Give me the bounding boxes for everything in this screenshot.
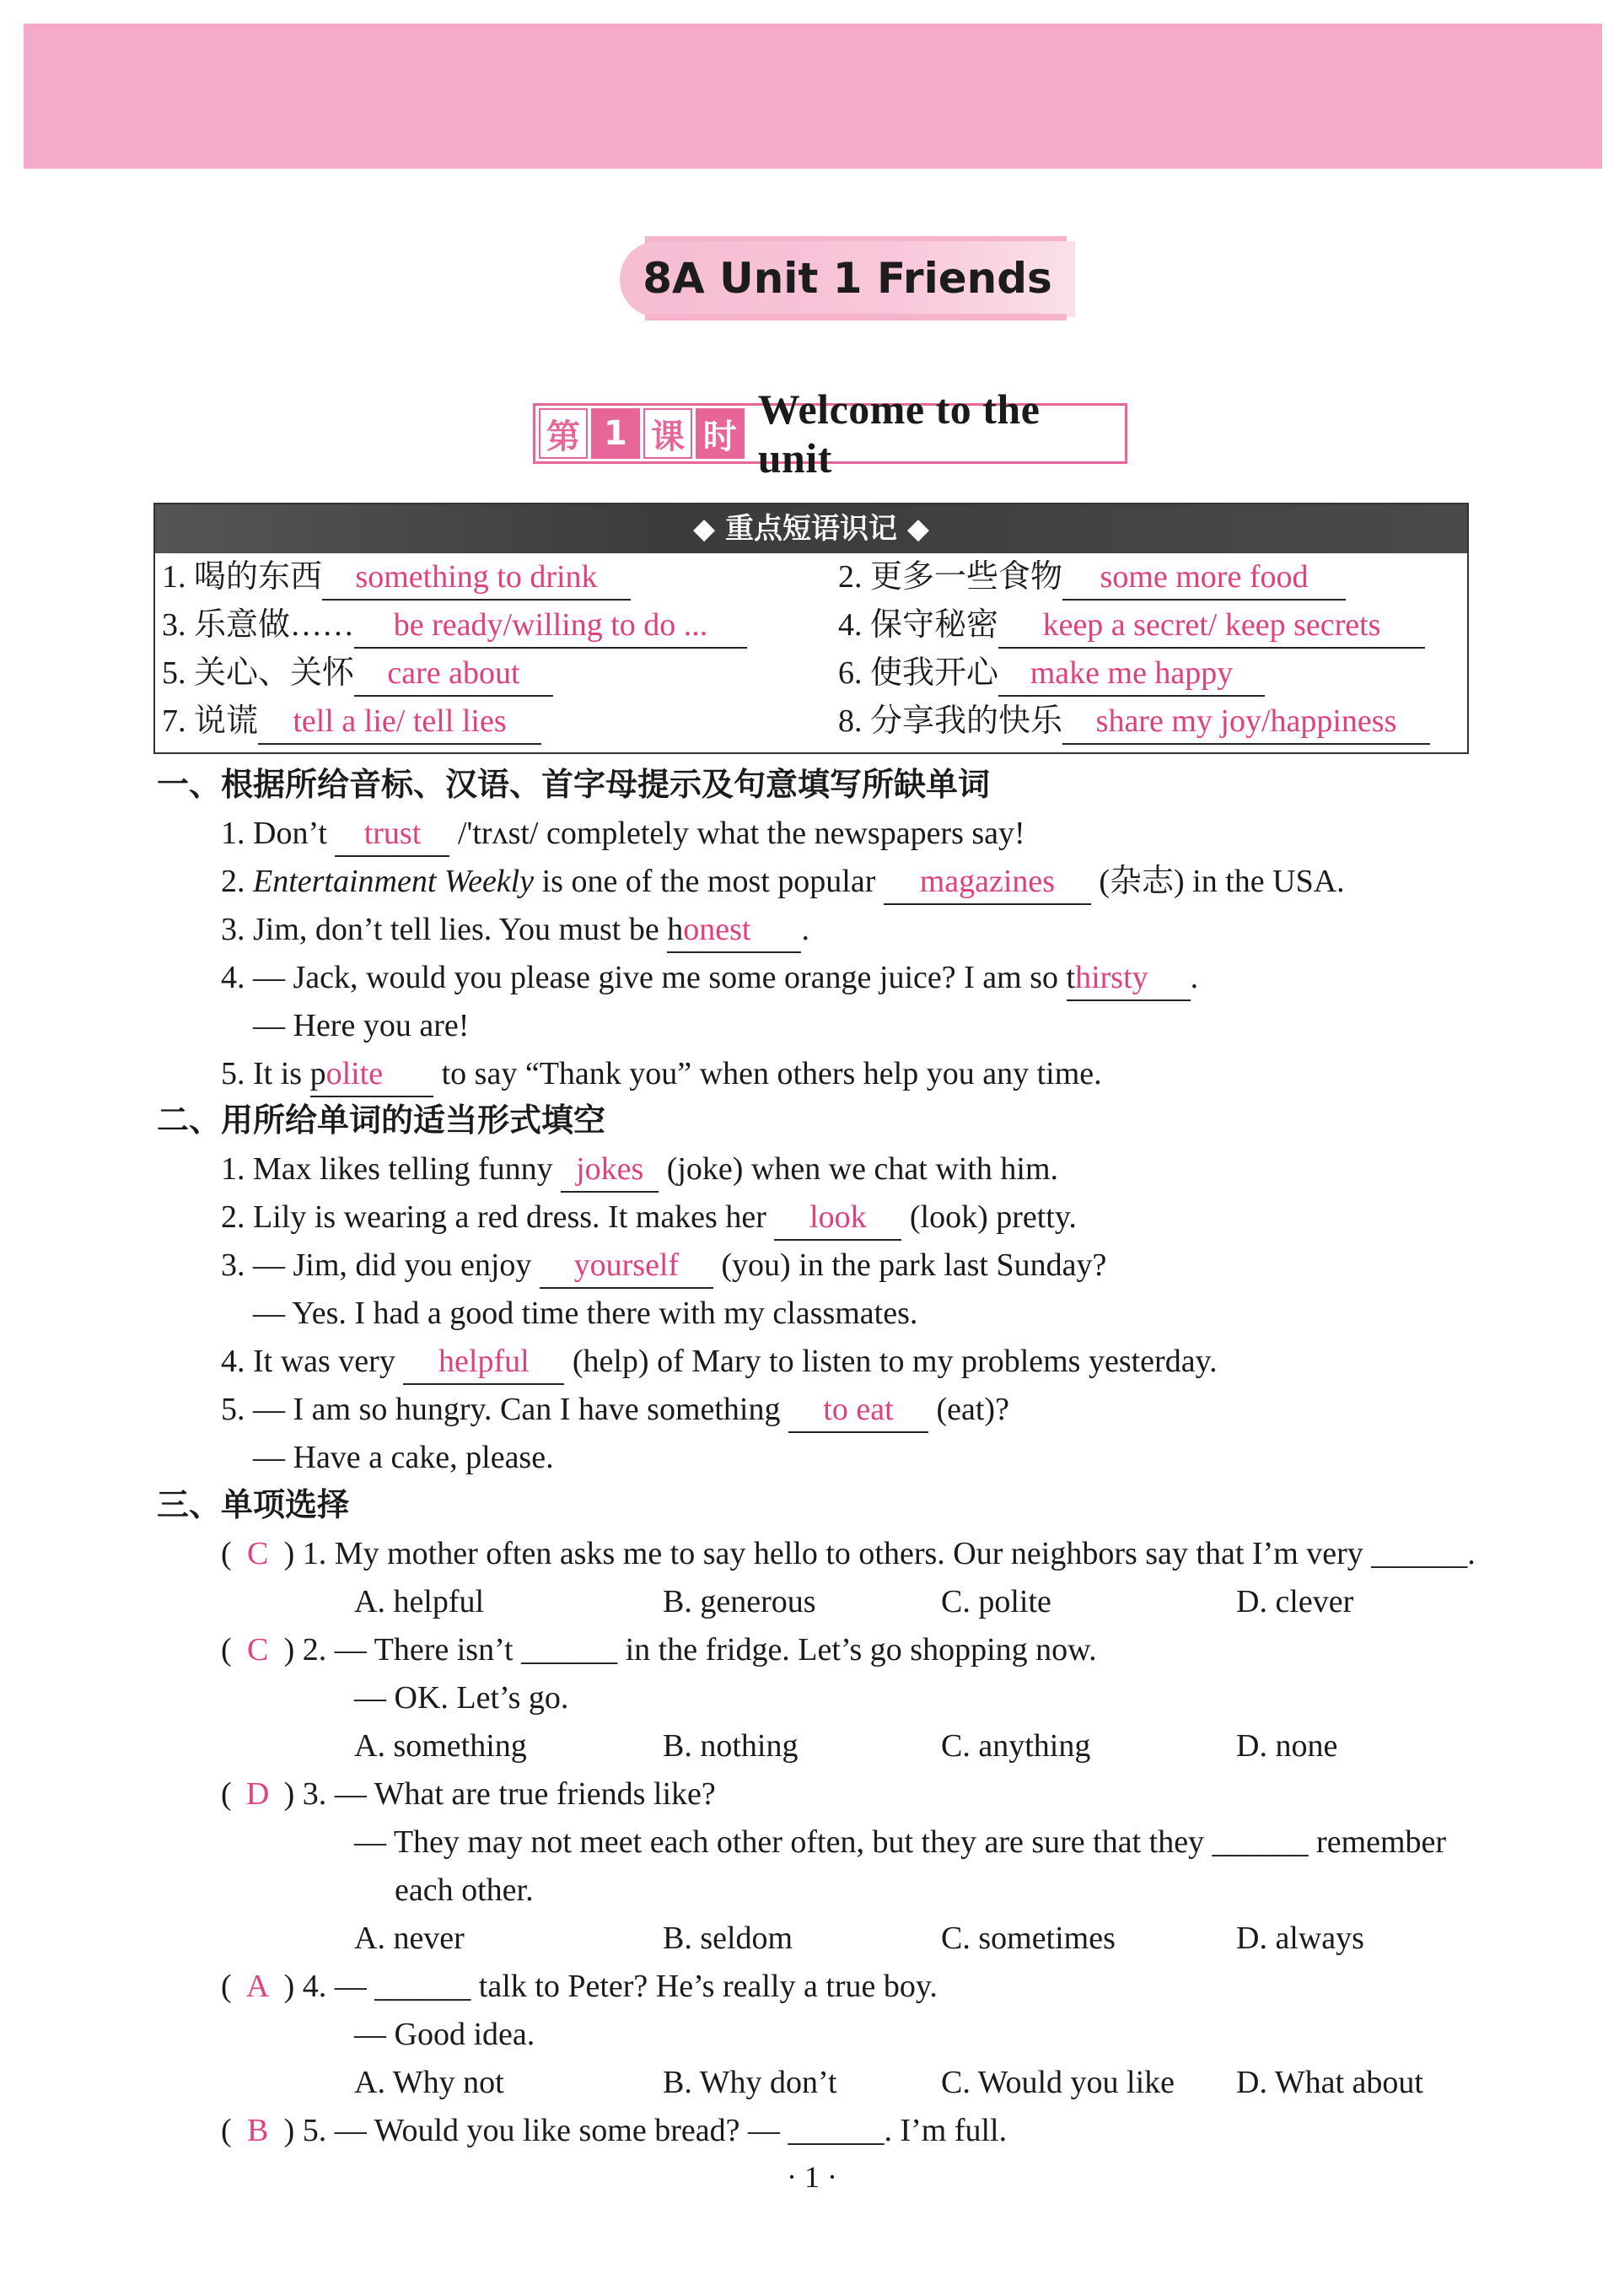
mc-option: A. never	[354, 1921, 465, 1956]
mc-question: ( B ) 5. — Would you like some bread? — ______. I’m full.	[221, 2107, 1007, 2154]
question-line: — Have a cake, please.	[253, 1440, 554, 1475]
phrase-item: 2. 更多一些食物 some more food	[838, 553, 1346, 601]
question-line: 1. Don’t trust /'trʌst/ completely what the newspapers say!	[221, 810, 1025, 857]
question-line: 3. Jim, don’t tell lies. You must be honest .	[221, 906, 809, 953]
question-line: 4. — Jack, would you please give me some orange juice? I am so thirsty .	[221, 954, 1198, 1001]
mc-option: D. What about	[1236, 2065, 1423, 2100]
lesson-title: Welcome to the unit	[757, 385, 1041, 482]
mc-option: A. something	[354, 1728, 527, 1764]
phrase-item: 4. 保守秘密 keep a secret/ keep secrets	[838, 601, 1425, 649]
section-2-title: 二、用所给单词的适当形式填空	[157, 1102, 606, 1139]
mc-option: B. generous	[663, 1584, 816, 1619]
phrase-item: 1. 喝的东西 something to drink	[162, 553, 631, 601]
question-line: 3. — Jim, did you enjoy yourself (you) in the park last Sunday?	[221, 1242, 1106, 1289]
answer-mark: A	[245, 1969, 270, 2004]
unit-title: 8A Unit 1 Friends	[643, 254, 1052, 303]
phrase-item: 5. 关心、关怀 care about	[162, 649, 553, 697]
question-line: — Here you are!	[253, 1008, 470, 1043]
question-line: 5. It is polite to say “Thank you” when others help you any time.	[221, 1050, 1102, 1097]
phrase-item: 8. 分享我的快乐 share my joy/happiness	[838, 698, 1430, 745]
question-line: 4. It was very helpful (help) of Mary to listen to my problems yesterday.	[221, 1338, 1218, 1385]
lesson-tag-number: 1	[591, 408, 640, 459]
answer-mark: D	[245, 1776, 270, 1812]
answer-mark: C	[246, 1536, 269, 1571]
key-phrases-header: ◆ 重点短语识记 ◆	[155, 504, 1467, 553]
header-band	[24, 24, 1602, 169]
phrase-item: 7. 说谎 tell a lie/ tell lies	[162, 698, 541, 745]
mc-question-line: — They may not meet each other often, but they are sure that they ______ remember	[354, 1824, 1447, 1860]
question-line: 2. Entertainment Weekly is one of the most popular magazines (杂志) in the USA.	[221, 858, 1345, 905]
mc-option: B. nothing	[663, 1728, 799, 1764]
mc-question: ( C ) 2. — There isn’t ______ in the fridge. Let’s go shopping now.	[221, 1626, 1097, 1673]
lesson-tag-ke: 课	[643, 408, 692, 459]
mc-option: B. Why don’t	[663, 2065, 837, 2100]
question-line: 1. Max likes telling funny jokes (joke) when we chat with him.	[221, 1145, 1058, 1193]
mc-question: ( C ) 1. My mother often asks me to say hello to others. Our neighbors say that I’m very ______.	[221, 1530, 1476, 1577]
key-phrases-box	[153, 503, 1469, 754]
question-line: 5. — I am so hungry. Can I have something to eat (eat)?	[221, 1386, 1009, 1433]
lesson-tag-di: 第	[539, 408, 588, 459]
answer-mark: C	[246, 1632, 269, 1667]
page-number: · 1 ·	[787, 2160, 837, 2194]
answer-mark: B	[246, 2113, 269, 2148]
mc-question-line: each other.	[395, 1872, 534, 1908]
phrase-item: 6. 使我开心 make me happy	[838, 649, 1265, 697]
mc-option: A. helpful	[354, 1584, 485, 1619]
mc-option: D. always	[1236, 1921, 1364, 1956]
section-3-title: 三、单项选择	[157, 1486, 350, 1523]
mc-question-line: — Good idea.	[354, 2017, 535, 2052]
mc-option: A. Why not	[354, 2065, 504, 2100]
phrase-item: 3. 乐意做…… be ready/willing to do ...	[162, 601, 747, 649]
mc-option: C. anything	[941, 1728, 1091, 1764]
mc-question: ( A ) 4. — ______ talk to Peter? He’s really a true boy.	[221, 1963, 938, 2010]
lesson-tag-shi: 时	[696, 408, 745, 459]
section-1-title: 一、根据所给音标、汉语、首字母提示及句意填写所缺单词	[157, 766, 991, 803]
mc-question: ( D ) 3. — What are true friends like?	[221, 1770, 716, 1818]
lesson-heading	[533, 385, 1127, 482]
question-line: — Yes. I had a good time there with my classmates.	[253, 1296, 918, 1331]
mc-option: C. sometimes	[941, 1921, 1116, 1956]
mc-option: C. Would you like	[941, 2065, 1175, 2100]
unit-title-banner	[620, 234, 1075, 319]
mc-option: D. none	[1236, 1728, 1338, 1764]
mc-question-line: — OK. Let’s go.	[354, 1680, 569, 1716]
question-line: 2. Lily is wearing a red dress. It makes her look (look) pretty.	[221, 1193, 1077, 1241]
mc-option: D. clever	[1236, 1584, 1354, 1619]
mc-option: C. polite	[941, 1584, 1051, 1619]
mc-option: B. seldom	[663, 1921, 793, 1956]
